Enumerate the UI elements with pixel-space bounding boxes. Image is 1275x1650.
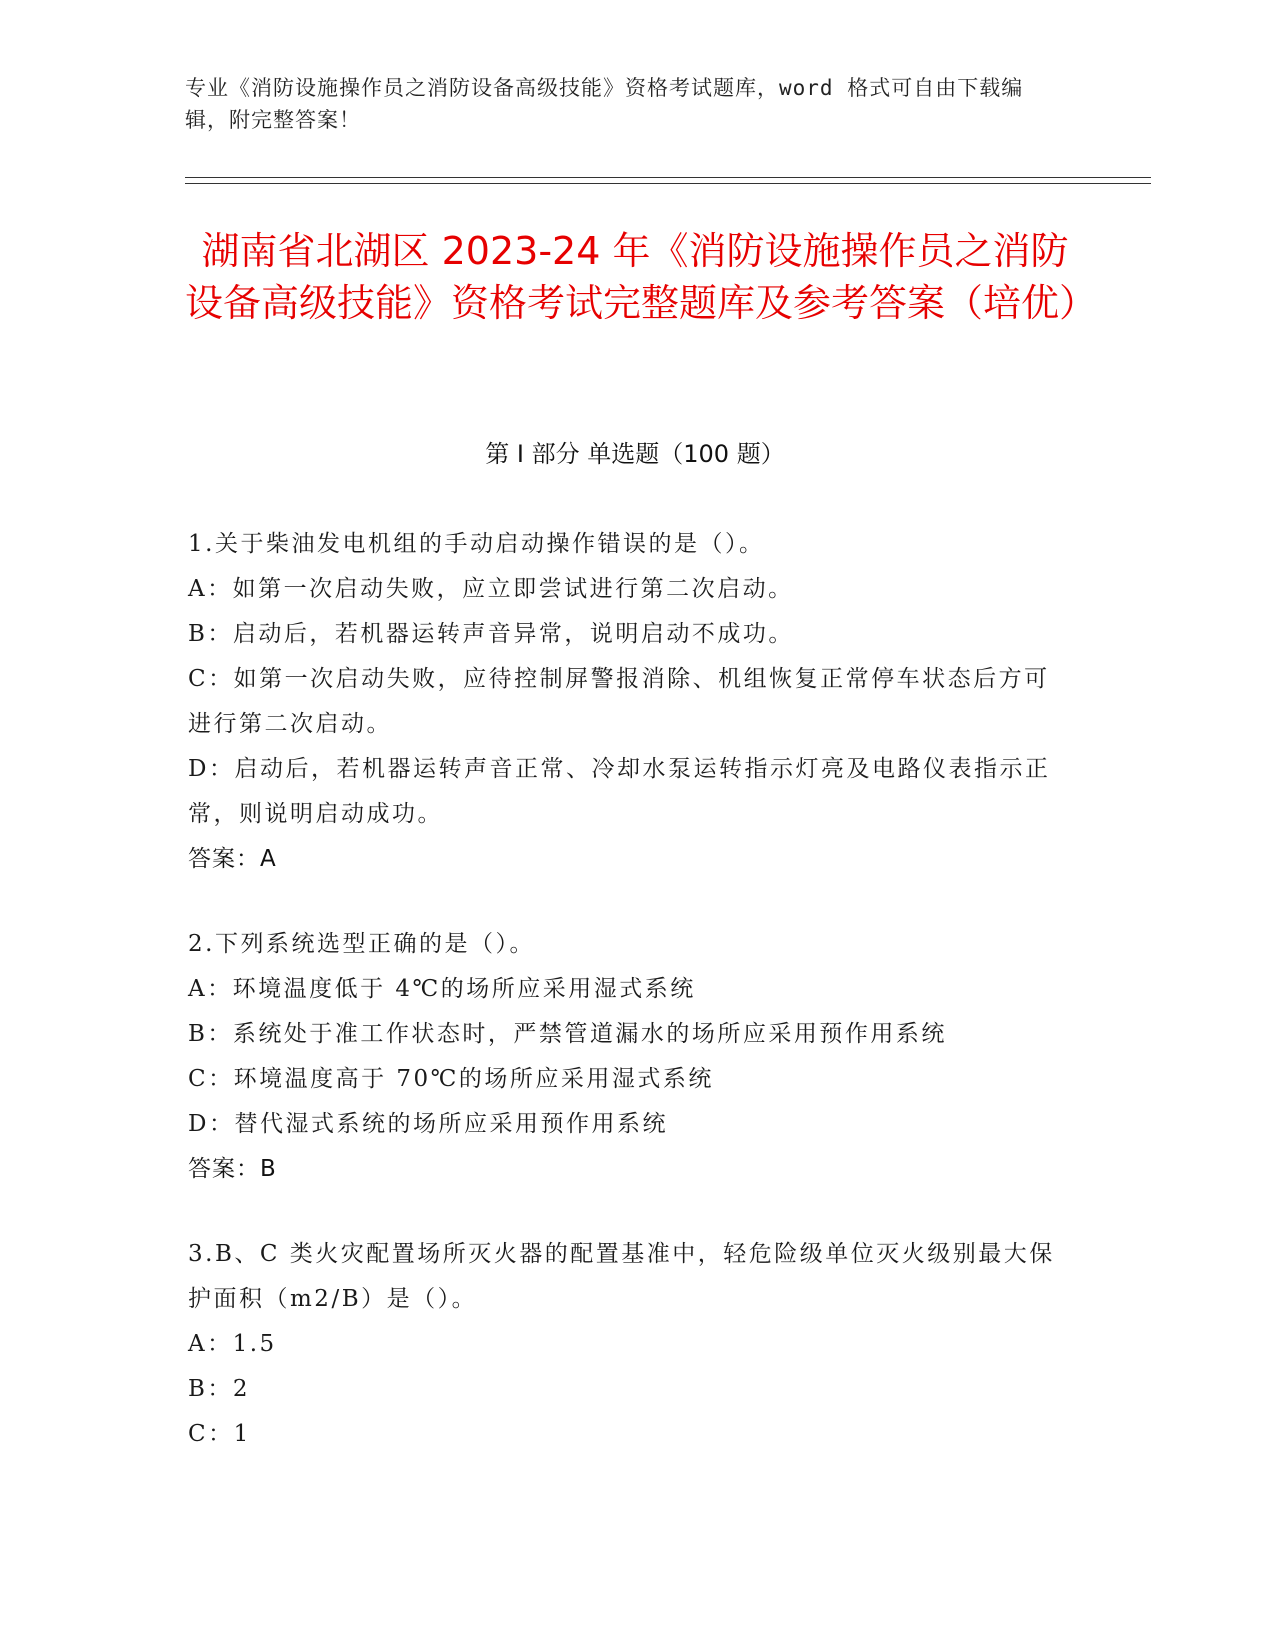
option-c: C：环境温度高于 70℃的场所应采用湿式系统 bbox=[188, 1066, 714, 1092]
header-divider bbox=[185, 177, 1151, 178]
answer-value: A bbox=[260, 846, 277, 872]
answer-value: B bbox=[260, 1156, 277, 1182]
option-b: B：2 bbox=[188, 1376, 251, 1402]
option-b: B：系统处于准工作状态时，严禁管道漏水的场所应采用预作用系统 bbox=[188, 1021, 947, 1047]
option-d: D：启动后，若机器运转声音正常、冷却水泵运转指示灯亮及电路仪表指示正常，则说明启动成功。 bbox=[188, 756, 1051, 827]
option-a: A：1.5 bbox=[188, 1331, 277, 1357]
option-a: A：如第一次启动失败，应立即尝试进行第二次启动。 bbox=[188, 576, 794, 602]
question-2 bbox=[188, 922, 1068, 1192]
question-stem: 1.关于柴油发电机组的手动启动操作错误的是（）。 bbox=[188, 531, 765, 557]
option-b: B：启动后，若机器运转声音异常，说明启动不成功。 bbox=[188, 621, 794, 647]
answer-line bbox=[188, 837, 1068, 882]
option-d: D：替代湿式系统的场所应采用预作用系统 bbox=[188, 1111, 668, 1137]
question-1 bbox=[188, 522, 1068, 882]
header-divider-second bbox=[185, 183, 1151, 184]
section-heading: 第 I 部分 单选题（100 题） bbox=[485, 440, 785, 468]
answer-label: 答案： bbox=[188, 846, 260, 872]
question-stem: 2.下列系统选型正确的是（）。 bbox=[188, 931, 535, 957]
question-stem: 3.B、C 类火灾配置场所灭火器的配置基准中，轻危险级单位灭火级别最大保护面积（m2/B）是（）。 bbox=[188, 1241, 1055, 1312]
question-3 bbox=[188, 1232, 1068, 1457]
option-c: C：1 bbox=[188, 1421, 251, 1447]
document-title: 湖南省北湖区 2023-24 年《消防设施操作员之消防设备高级技能》资格考试完整题库及参考答案（培优） bbox=[185, 229, 1098, 325]
option-c: C：如第一次启动失败，应待控制屏警报消除、机组恢复正常停车状态后方可进行第二次启动。 bbox=[188, 666, 1050, 737]
option-a: A：环境温度低于 4℃的场所应采用湿式系统 bbox=[188, 976, 696, 1002]
answer-label: 答案： bbox=[188, 1156, 260, 1182]
question-list bbox=[188, 522, 1068, 1497]
answer-line bbox=[188, 1147, 1068, 1192]
header-note: 专业《消防设施操作员之消防设备高级技能》资格考试题库，word 格式可自由下载编辑，附完整答案！ bbox=[185, 76, 1024, 132]
